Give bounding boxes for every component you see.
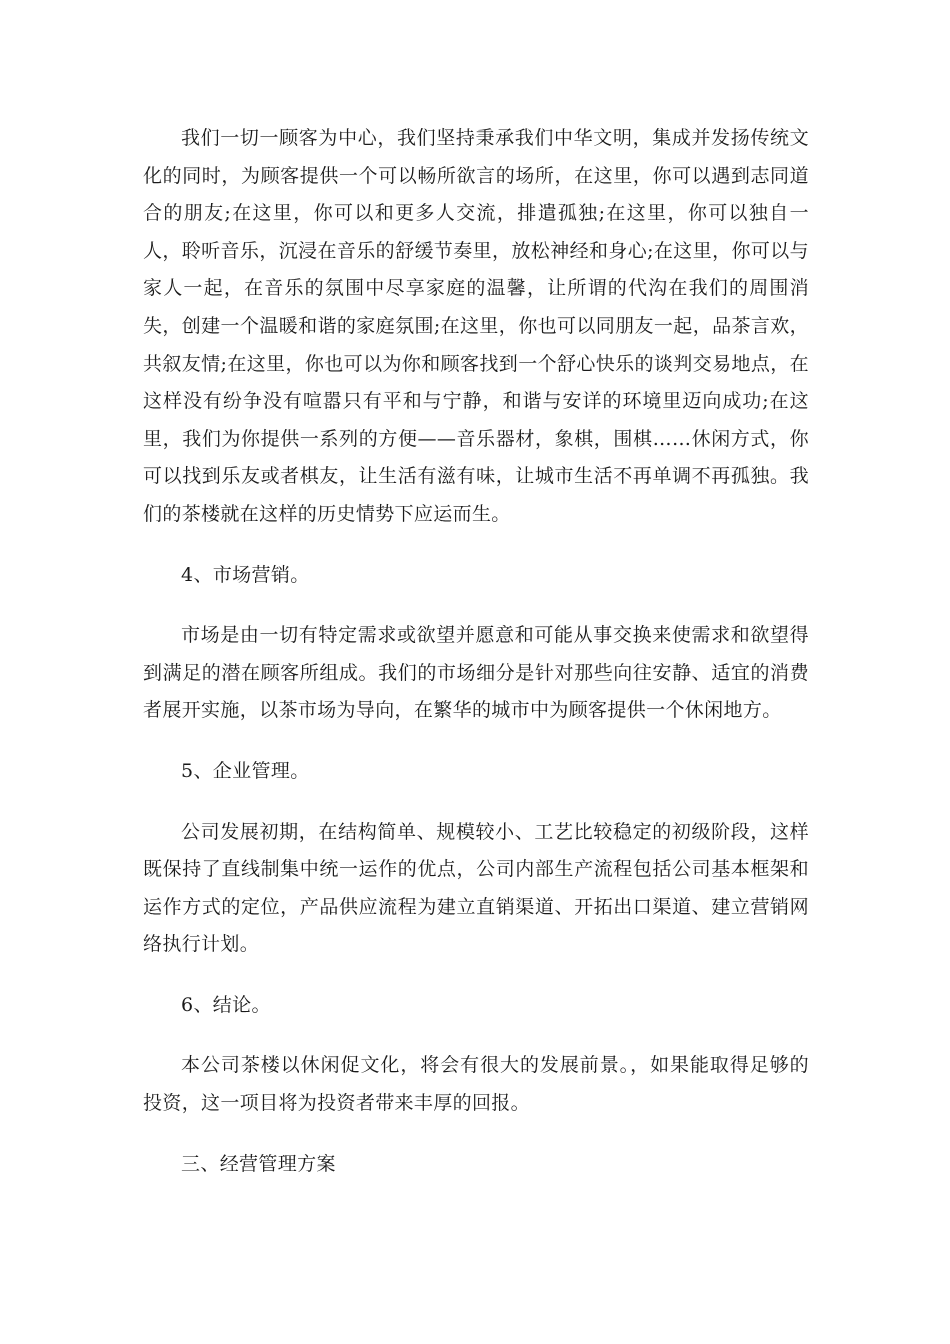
heading-marketing: 4、市场营销。 (181, 563, 310, 586)
paragraph-mission: 我们一切一顾客为中心，我们坚持秉承我们中华文明，集成并发扬传统文化的同时，为顾客提供一个可以畅所欲言的场所，在这里，你可以遇到志同道合的朋友;在这里，你可以和更多人交流，排遣孤独;在这里，你可以独自一人，聆听音乐，沉浸在音乐的舒缓节奏里，放松神经和身心;在这里，你可以与家人一起，在音乐的氛围中尽享家庭的温馨，让所谓的代沟在我们的周围消失，创建一个温暖和谐的家庭氛围;在这里，你也可以同朋友一起，品茶言欢，共叙友情;在这里，你也可以为你和顾客找到一个舒心快乐的谈判交易地点，在这样没有纷争没有喧嚣只有平和与宁静，和谐与安详的环境里迈向成功;在这里，我们为你提供一系列的方便——音乐器材，象棋，围棋……休闲方式，你可以找到乐友或者棋友，让生活有滋有味，让城市生活不再单调不再孤独。我们的茶楼就在这样的历史情势下应运而生。 (143, 127, 809, 525)
paragraph-management: 公司发展初期，在结构简单、规模较小、工艺比较稳定的初级阶段，这样既保持了直线制集中统一运作的优点，公司内部生产流程包括公司基本框架和运作方式的定位，产品供应流程为建立直销渠道、开拓出口渠道、建立营销网络执行计划。 (143, 820, 809, 956)
paragraph-conclusion: 本公司茶楼以休闲促文化，将会有很大的发展前景。，如果能取得足够的投资，这一项目将为投资者带来丰厚的回报。 (143, 1054, 809, 1115)
paragraph-marketing: 市场是由一切有特定需求或欲望并愿意和可能从事交换来使需求和欲望得到满足的潜在顾客所组成。我们的市场细分是针对那些向往安静、适宜的消费者展开实施，以茶市场为导向，在繁华的城市中为顾客提供一个休闲地方。 (143, 624, 809, 722)
heading-conclusion: 6、结论。 (181, 993, 271, 1016)
heading-management: 5、企业管理。 (181, 759, 310, 782)
document-body (143, 120, 809, 1206)
heading-operations-plan: 三、经营管理方案 (181, 1152, 336, 1175)
